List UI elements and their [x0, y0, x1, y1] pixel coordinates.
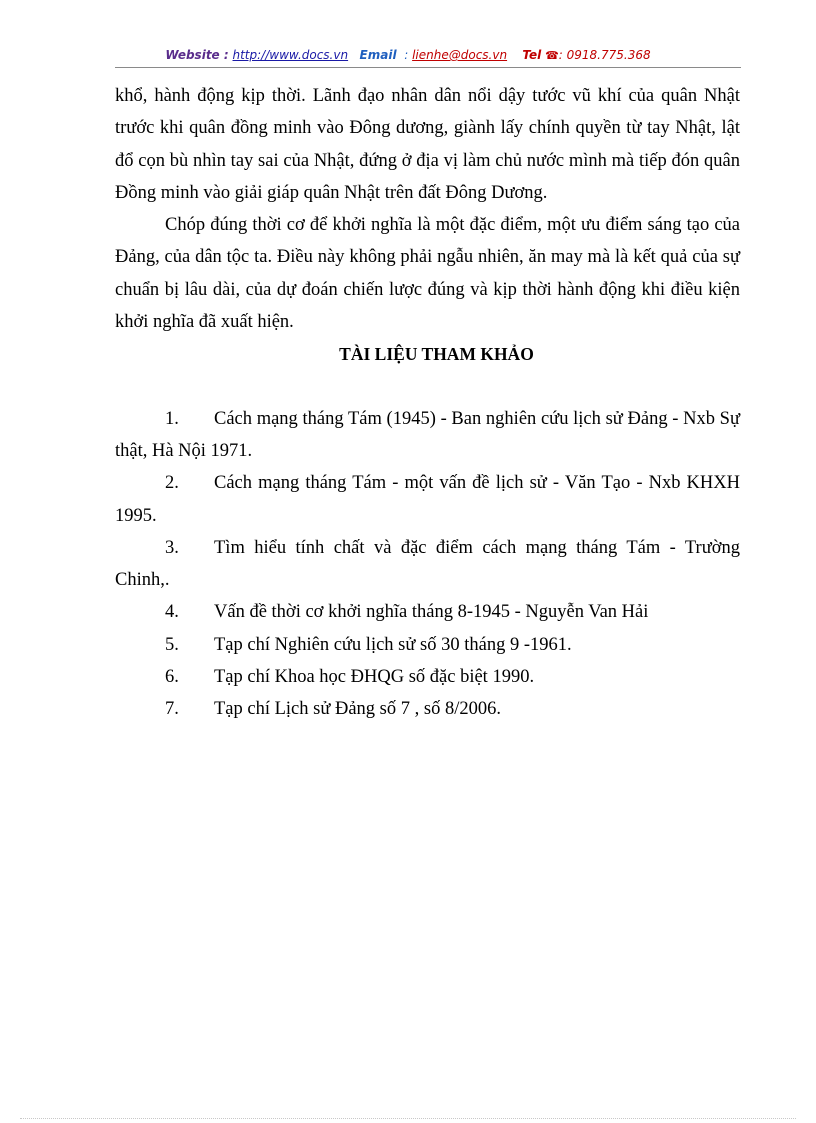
- reference-number: 7.: [165, 699, 179, 720]
- website-label: Website :: [165, 48, 229, 62]
- paragraph-2: Chóp đúng thời cơ để khởi nghĩa là một đặc điểm, một ưu điểm sáng tạo của Đảng, của dân tộc ta. Điều này không phải ngẫu nhiên, ăn may mà là kết quả của sự chuẩn bị lâu dài, của dự đoán chiến lược đúng và kịp thời hành động khi điều kiện khởi nghĩa đã xuất hiện.: [115, 215, 740, 333]
- reference-item: [115, 532, 740, 597]
- references-list: [115, 403, 740, 726]
- tel-number: 0918.775.368: [566, 48, 651, 62]
- reference-text: Tìm hiểu tính chất và đặc điểm cách mạng tháng Tám - Trường Chinh,.: [115, 537, 740, 591]
- email-link[interactable]: lienhe@docs.vn: [412, 48, 508, 62]
- reference-item: [115, 403, 740, 468]
- paragraph-1: khổ, hành động kịp thời. Lãnh đạo nhân dân nổi dậy tước vũ khí của quân Nhật trước khi quân đồng minh vào Đông dương, giành lấy chính quyền từ tay Nhật, lật đổ cọn bù nhìn tay sai của Nhật, đứng ở địa vị làm chủ nước mình mà tiếp đón quân Đồng minh vào giải giáp quân Nhật trên đất Đông Dương.: [115, 86, 740, 203]
- reference-text: Tạp chí Nghiên cứu lịch sử số 30 tháng 9 -1961.: [214, 634, 572, 655]
- references-title: TÀI LIỆU THAM KHẢO: [339, 344, 534, 365]
- reference-number: 3.: [165, 537, 179, 558]
- reference-item: [115, 596, 740, 628]
- reference-text: Cách mạng tháng Tám (1945) - Ban nghiên cứu lịch sử Đảng - Nxb Sự thật, Hà Nội 1971.: [115, 408, 740, 461]
- reference-item: [115, 629, 740, 661]
- reference-number: 5.: [165, 634, 179, 655]
- email-label: Email: [359, 48, 397, 62]
- reference-text: Tạp chí Khoa học ĐHQG số đặc biệt 1990.: [214, 667, 535, 688]
- website-link[interactable]: http://www.docs.vn: [232, 48, 349, 62]
- tel-label: Tel: [522, 48, 542, 62]
- reference-number: 1.: [165, 408, 179, 429]
- reference-item: [115, 467, 740, 532]
- page-header: [0, 47, 816, 64]
- reference-number: 4.: [165, 602, 179, 623]
- reference-text: Tạp chí Lịch sử Đảng số 7 , số 8/2006.: [214, 699, 501, 720]
- reference-item: [115, 693, 740, 725]
- footer-divider: [20, 1118, 796, 1119]
- document-body: [115, 80, 740, 726]
- phone-icon: ☎: [545, 49, 559, 62]
- reference-text: Cách mạng tháng Tám - một vấn đề lịch sử - Văn Tạo - Nxb KHXH 1995.: [115, 473, 740, 526]
- header-divider: [115, 67, 741, 68]
- email-separator: :: [404, 48, 409, 62]
- reference-number: 2.: [165, 473, 179, 494]
- reference-number: 6.: [165, 667, 179, 688]
- tel-separator: :: [558, 48, 563, 62]
- reference-text: Vấn đề thời cơ khởi nghĩa tháng 8-1945 - Nguyễn Van Hải: [214, 602, 649, 623]
- reference-item: [115, 661, 740, 693]
